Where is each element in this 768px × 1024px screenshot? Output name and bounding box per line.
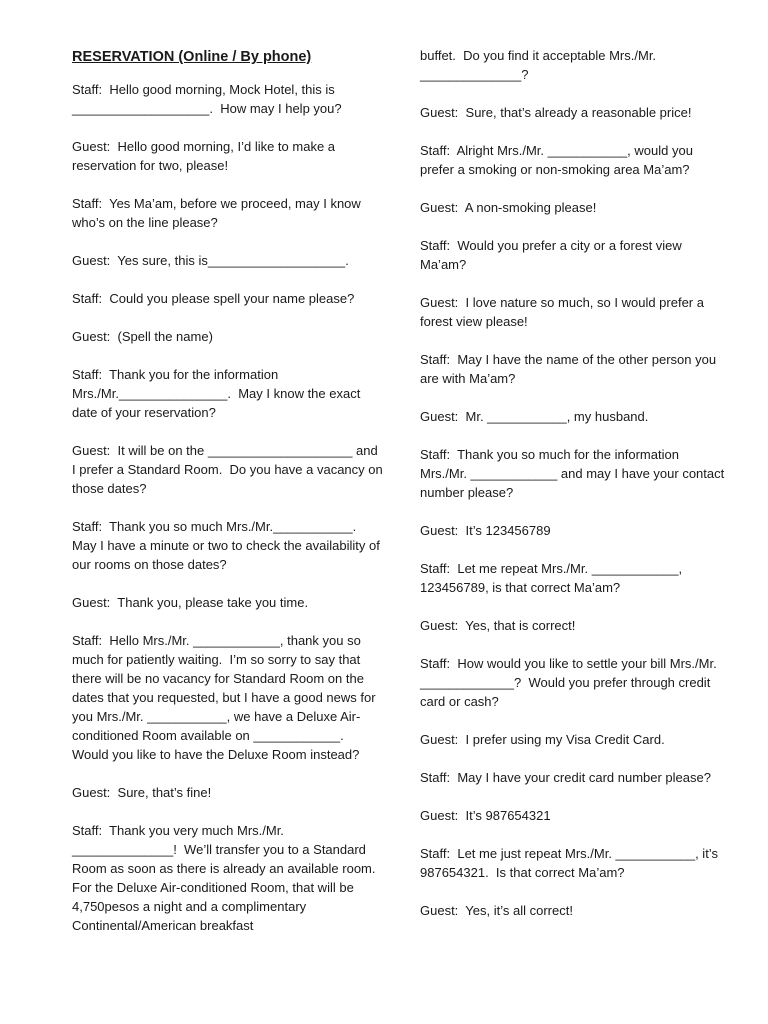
dialogue-line: Staff: May I have the name of the other person you are with Ma’am? <box>420 352 720 386</box>
dialogue-line: Guest: Mr. ___________, my husband. <box>420 409 649 424</box>
dialogue-line: Staff: Alright Mrs./Mr. ___________, would you prefer a smoking or non-smoking area Ma’am? <box>420 143 697 177</box>
left-column <box>72 44 387 954</box>
dialogue-line: Guest: Yes, it’s all correct! <box>420 903 573 918</box>
dialogue-line: Guest: Yes, that is correct! <box>420 618 576 633</box>
dialogue-line: Staff: Would you prefer a city or a forest view Ma’am? <box>420 238 686 272</box>
dialogue-line: Guest: A non-smoking please! <box>420 200 597 215</box>
dialogue-line: Guest: I love nature so much, so I would prefer a forest view please! <box>420 295 708 329</box>
dialogue-line: buffet. Do you find it acceptable Mrs./Mr. ______________? <box>420 48 660 82</box>
right-column <box>420 46 728 939</box>
dialogue-line: Guest: It’s 987654321 <box>420 808 551 823</box>
dialogue-line: Guest: It’s 123456789 <box>420 523 551 538</box>
dialogue-line: Staff: Hello good morning, Mock Hotel, this is ___________________. How may I help you? <box>72 82 342 116</box>
dialogue-line: Guest: I prefer using my Visa Credit Card. <box>420 732 665 747</box>
dialogue-line: Guest: (Spell the name) <box>72 329 213 344</box>
dialogue-line: Guest: Yes sure, this is___________________. <box>72 253 349 268</box>
dialogue-line: Staff: Thank you so much Mrs./Mr.___________. May I have a minute or two to check the availability of our rooms on those dates? <box>72 519 384 572</box>
dialogue-line: Staff: Hello Mrs./Mr. ____________, thank you so much for patiently waiting. I’m so sorry to say that there will be no vacancy for Standard Room on the dates that you requested, but I have a good news for you Mrs./Mr. ___________, we have a Deluxe Air-conditioned Room available on ____________. Would you like to have the Deluxe Room instead? <box>72 633 380 762</box>
dialogue-line: Guest: Thank you, please take you time. <box>72 595 309 610</box>
dialogue-line: Staff: Thank you so much for the information Mrs./Mr. ____________ and may I have your contact number please? <box>420 447 728 500</box>
dialogue-line: Staff: Thank you very much Mrs./Mr. ______________! We’ll transfer you to a Standard Room as soon as there is already an available room. For the Deluxe Air-conditioned Room, that will be 4,750pesos a night and a complimentary Continental/American breakfast <box>72 823 383 933</box>
dialogue-line: Guest: It will be on the ____________________ and I prefer a Standard Room. Do you have a vacancy on those dates? <box>72 443 387 496</box>
dialogue-line: Guest: Sure, that’s already a reasonable price! <box>420 105 692 120</box>
document-title: RESERVATION (Online / By phone) <box>72 49 312 65</box>
dialogue-line: Staff: How would you like to settle your bill Mrs./Mr. _____________? Would you prefer through credit card or cash? <box>420 656 721 709</box>
dialogue-line: Guest: Sure, that’s fine! <box>72 785 212 800</box>
dialogue-line: Staff: May I have your credit card number please? <box>420 770 711 785</box>
dialogue-line: Staff: Yes Ma’am, before we proceed, may I know who’s on the line please? <box>72 196 365 230</box>
dialogue-line: Staff: Could you please spell your name please? <box>72 291 355 306</box>
dialogue-line: Staff: Thank you for the information Mrs./Mr._______________. May I know the exact date of your reservation? <box>72 367 364 420</box>
dialogue-line: Staff: Let me repeat Mrs./Mr. ____________, 123456789, is that correct Ma’am? <box>420 561 686 595</box>
dialogue-line: Staff: Let me just repeat Mrs./Mr. ___________, it’s 987654321. Is that correct Ma’am? <box>420 846 722 880</box>
dialogue-line: Guest: Hello good morning, I’d like to make a reservation for two, please! <box>72 139 339 173</box>
